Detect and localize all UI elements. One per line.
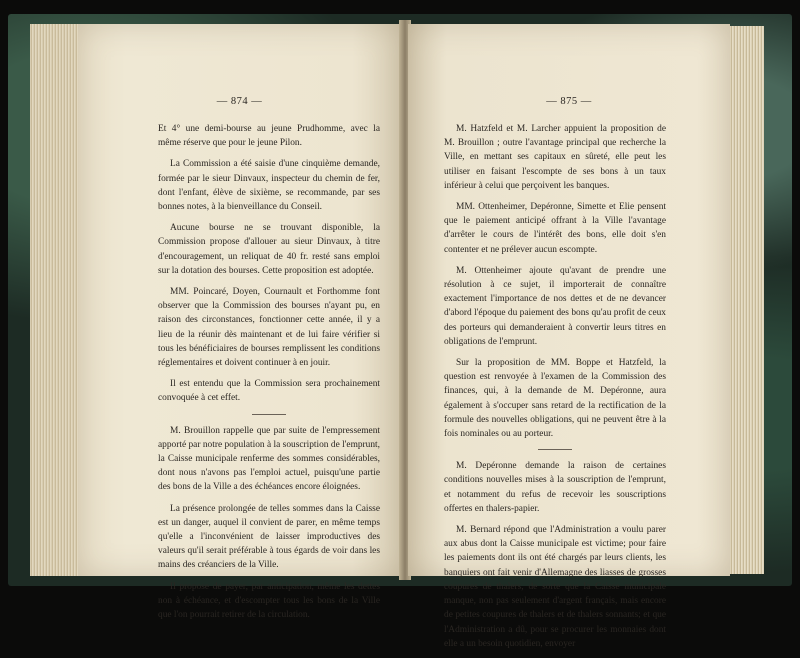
paragraph: Il est entendu que la Commission sera prochainement convoquée à cet effet. [158, 379, 380, 404]
right-page [408, 24, 730, 649]
paragraph: M. Bernard répond que l'Administration a voulu parer aux abus dont la Caisse municipale est victime; pour faire les paiements dont ils ont été chargés par leurs clients, les banquiers ont fait venir d'Allemagne des liasses de grosses coupures de thalers, de sorte que la Caisse municipale manque, non pas seulement d'argent français, mais encore de petites coupures de thalers et de thalers sonnants; et que l'Administration a dû, pour se procurer les monnaies dont elle a un besoin quotidien, envoyer [444, 525, 666, 649]
paragraph: Et 4° une demi-bourse au jeune Prudhomme, avec la même réserve que pour le jeune Pilon. [158, 124, 380, 149]
left-page-number: — 874 — [216, 96, 263, 107]
paragraph: MM. Poincaré, Doyen, Cournault et Forthomme font observer que la Commission des bourses n'ayant pu, en raison des circonstances, fonctionner cette année, il y a lieu de la réunir dès maintenant et de lui faire vérifier si tous les bénéficiaires de bourses remplissent les conditions réglementaires et doivent continuer à en jouir. [158, 287, 380, 369]
paragraph: M. Depéronne demande la raison de certaines conditions nouvelles mises à la souscription de l'emprunt, et notamment du refus de recevoir les souscriptions offertes en thalers-papier. [444, 461, 666, 514]
paragraph: MM. Ottenheimer, Depéronne, Simette et Elie pensent que le paiement anticipé offrant à la Ville l'avantage d'arrêter le cours de l'intérêt des bons, elle doit s'en contenter et ne prélever aucun escompte. [444, 202, 666, 255]
left-page [78, 24, 401, 621]
paragraph: M. Brouillon rappelle que par suite de l'empressement apporté par notre population à la souscription de l'emprunt, la Caisse municipale renferme des sommes considérables, dont nous n'avons pas l'emploi actuel, puisqu'une partie des bons de la Ville a des échéances encore éloignées. [158, 425, 380, 493]
left-page-text [158, 122, 380, 629]
paragraph: Sur la proposition de MM. Boppe et Hatzfeld, la question est renvoyée à l'examen de la Commission des finances, qui, à la demande de M. Depéronne, aura également à s'occuper sans retard de la rectification de la formule des nouvelles obligations, qui ne peuvent être à la fois nominales ou au porteur. [444, 358, 666, 440]
right-page-number: — 875 — [546, 96, 592, 107]
paragraph: La Commission a été saisie d'une cinquième demande, formée par le sieur Dinvaux, inspecteur du chemin de fer, dont l'enfant, élève de sixième, se recommande, par ses bonnes notes, à la bienveillance du Conseil. [158, 159, 380, 213]
paragraph: M. Ottenheimer ajoute qu'avant de prendre une résolution à ce sujet, il importerait de connaître exactement l'importance de nos dettes et de ne devancer d'abord l'époque du paiement des bons qu'au profit de ceux des porteurs qui demanderaient à convertir leurs titres en obligations de l'emprunt. [444, 265, 666, 347]
right-page-text [444, 122, 666, 658]
paragraph: M. Hatzfeld et M. Larcher appuient la proposition de M. Brouillon ; outre l'avantage principal que recherche la Ville, en mettant ses capitaux en sûreté, elle peut les utiliser en faisant l'escompte de ses bons à un taux inférieur à celui que perçoivent les banques. [444, 124, 666, 191]
paragraph: Aucune bourse ne se trouvant disponible, la Commission propose d'allouer au sieur Dinvaux, à titre d'encouragement, un reliquat de 40 fr. resté sans emploi sur la dotation des bourses. Cette proposition est adoptée. [158, 223, 380, 276]
section-divider [252, 414, 286, 415]
paragraph: La présence prolongée de telles sommes dans la Caisse est un danger, auquel il convient de parer, en même temps qu'elle a l'inconvénient de laisser improductives des valeurs qu'il serait préférable à tous égards de voir dans les mains des créanciers de la Ville. [158, 503, 380, 571]
paragraph: Il propose de payer, par anticipation, même les dettes non à échéance, et d'escompter tous les bons de la Ville que l'on pourrait retirer de la circulation. [158, 581, 380, 621]
left-page-edges [30, 24, 80, 576]
section-divider [538, 449, 572, 450]
right-page-edges [730, 26, 764, 574]
